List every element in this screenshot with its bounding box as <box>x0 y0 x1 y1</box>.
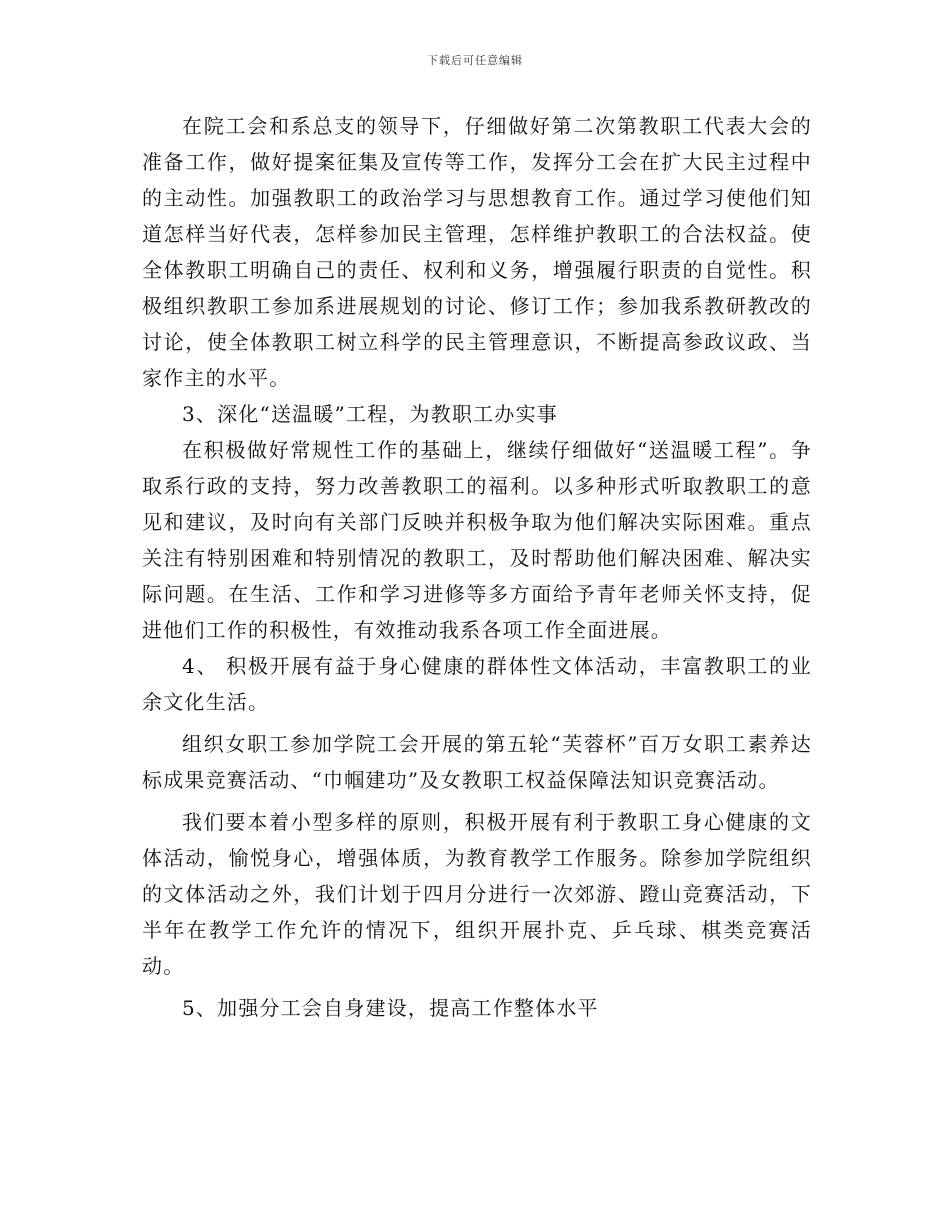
section-heading-5: 5、加强分工会自身建设，提高工作整体水平 <box>182 996 599 1020</box>
section-heading-4: 4、 积极开展有益于身心健康的群体性文体活动，丰富教职工的业余文化生活。 <box>142 654 812 714</box>
document-body <box>142 108 812 1026</box>
page-header-note: 下载后可任意编辑 <box>427 54 523 67</box>
paragraph-sports-activities: 我们要本着小型多样的原则，积极开展有利于教职工身心健康的文体活动，愉悦身心，增强体质，为教育教学工作服务。除参加学院组织的文体活动之外，我们计划于四月分进行一次郊游、蹬山竞赛活动，下半年在教学工作允许的情况下，组织开展扑克、乒乓球、棋类竞赛活动。 <box>142 810 812 978</box>
paragraph-union-work: 在院工会和系总支的领导下，仔细做好第二次第教职工代表大会的准备工作，做好提案征集及宣传等工作，发挥分工会在扩大民主过程中的主动性。加强教职工的政治学习与思想教育工作。通过学习使他们知道怎样当好代表，怎样参加民主管理，怎样维护教职工的合法权益。使全体教职工明确自己的责任、权利和义务，增强履行职责的自觉性。积极组织教职工参加系进展规划的讨论、修订工作；参加我系教研教改的讨论，使全体教职工树立科学的民主管理意识，不断提高参政议政、当家作主的水平。 <box>142 114 812 390</box>
paragraph-warmth-project: 在积极做好常规性工作的基础上，继续仔细做好“送温暖工程”。争取系行政的支持，努力改善教职工的福利。以多种形式听取教职工的意见和建议，及时向有关部门反映并积极争取为他们解决实际困难。重点关注有特别困难和特别情况的教职工，及时帮助他们解决困难、解决实际问题。在生活、工作和学习进修等多方面给予青年老师关怀支持，促进他们工作的积极性，有效推动我系各项工作全面进展。 <box>142 438 812 642</box>
paragraph-female-staff: 组织女职工参加学院工会开展的第五轮“芙蓉杯”百万女职工素养达标成果竞赛活动、“巾帼建功”及女教职工权益保障法知识竞赛活动。 <box>142 732 812 792</box>
section-heading-3: 3、深化“送温暖”工程，为教职工办实事 <box>182 402 558 426</box>
